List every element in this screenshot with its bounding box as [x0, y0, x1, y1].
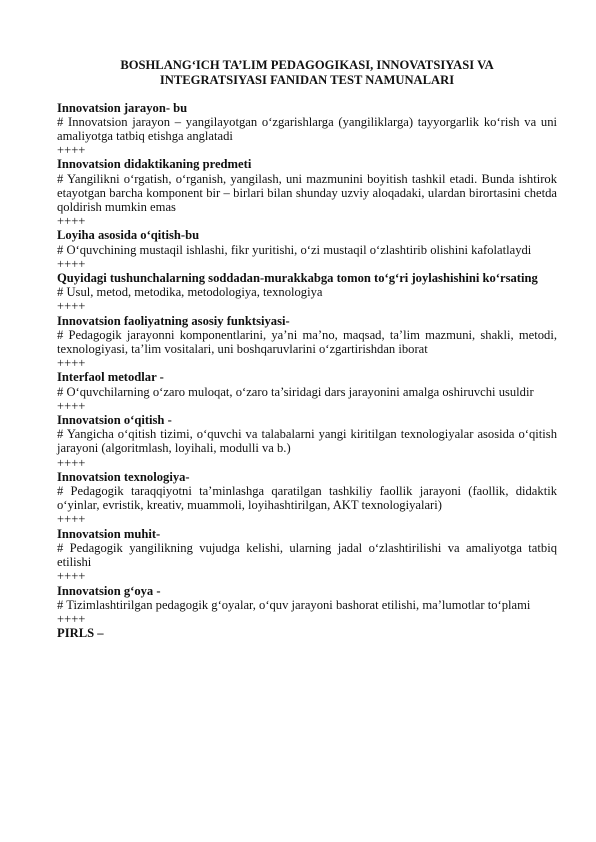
answer-text: # Innovatsion jarayon – yangilayotgan o‘zgarishlarga (yangiliklarga) tayyorgarlik ko‘rish va uni amaliyotga tatbiq etishga anglatadi — [57, 114, 557, 143]
question-item — [57, 314, 557, 371]
answer-text: # Pedagogik yangilikning vujudga kelishi, ularning jadal o‘zlashtirilishi va amaliyotga tatbiq etilishi — [57, 540, 557, 570]
question-item — [57, 584, 557, 627]
question-text: Innovatsion didaktikaning predmeti — [57, 157, 252, 172]
question-text: Innovatsion gʻoya - — [57, 583, 161, 598]
question-item — [57, 413, 557, 470]
question-text: Innovatsion faoliyatning asosiy funktsiyasi- — [57, 313, 290, 328]
answer-separator: ++++ — [57, 455, 86, 470]
question-item — [57, 470, 557, 527]
answer-text: # Pedagogik taraqqiyotni ta’minlashga qaratilgan tashkiliy faollik jarayoni (faollik, didaktik o‘yinlar, evristik, kreativ, muammoli, loyihashtirilgan, AKT texnologiyalari) — [57, 484, 557, 513]
question-text: Innovatsion jarayon- bu — [57, 100, 188, 115]
question-item — [57, 101, 557, 158]
answer-text: # Pedagogik jarayonni komponentlarini, ya’ni ma’no, maqsad, ta’lim mazmuni, shakli, metodi, texnologiyasi, ta’lim vositalari, uni boshqaruvlarini o‘zgartirishdan iborat — [57, 327, 557, 357]
question-item — [57, 271, 557, 314]
answer-text: # O‘quvchilarning o‘zaro muloqat, o‘zaro ta’siridagi dars jarayonini amalga oshiruvchi usuldir — [57, 384, 534, 399]
question-item — [57, 370, 557, 413]
document-title: BOSHLANG‘ICH TA’LIM PEDAGOGIKASI, INNOVATSIYASI VA INTEGRATSIYASI FANIDAN TEST NAMUNALARI — [120, 58, 494, 87]
answer-separator: ++++ — [57, 356, 86, 371]
question-item — [57, 527, 557, 584]
answer-separator: ++++ — [57, 512, 86, 527]
answer-separator: ++++ — [57, 611, 86, 626]
question-text: Innovatsion texnologiya- — [57, 469, 190, 484]
question-last: PIRLS – — [57, 626, 104, 641]
answer-text: # Yangicha o‘qitish tizimi, o‘quvchi va talabalarni yangi kiritilgan texnologiyalar asosida o‘qitish jarayoni (algoritmlash, loyihali, modulli va b.) — [57, 427, 557, 456]
answer-separator: ++++ — [57, 299, 86, 314]
answer-separator: ++++ — [57, 569, 86, 584]
question-item — [57, 228, 557, 271]
answer-text: # Tizimlashtirilgan pedagogik g‘oyalar, o‘quv jarayoni bashorat etilishi, ma’lumotlar to‘plami — [57, 597, 531, 612]
answer-separator: ++++ — [57, 214, 86, 229]
answer-text: # Yangilikni o‘rgatish, o‘rganish, yangilash, uni mazmunini boyitish tashkil etadi. Bunda ishtirok etayotgan barcha komponent bir – birlari bilan shunday uzviy aloqadaki, ulardan birortasini chetda qoldirish mumkin emas — [57, 171, 557, 215]
question-text: Quyidagi tushunchalarning soddadan-murakkabga tomon to‘g‘ri joylashishini ko‘rsating — [57, 271, 538, 286]
answer-separator: ++++ — [57, 256, 86, 271]
answer-text: # O‘quvchining mustaqil ishlashi, fikr yuritishi, o‘zi mustaqil o‘zlashtirib olishini kafolatlaydi — [57, 242, 532, 257]
answer-separator: ++++ — [57, 398, 86, 413]
answer-text: # Usul, metod, metodika, metodologiya, texnologiya — [57, 285, 323, 300]
question-text: Interfaol metodlar - — [57, 370, 164, 385]
answer-separator: ++++ — [57, 143, 86, 158]
question-text: Loyiha asosida o‘qitish-bu — [57, 228, 200, 243]
question-text: Innovatsion o‘qitish - — [57, 413, 172, 428]
question-text: Innovatsion muhit- — [57, 526, 161, 541]
question-item — [57, 157, 557, 228]
question-list — [57, 101, 557, 627]
document-page — [57, 58, 557, 640]
